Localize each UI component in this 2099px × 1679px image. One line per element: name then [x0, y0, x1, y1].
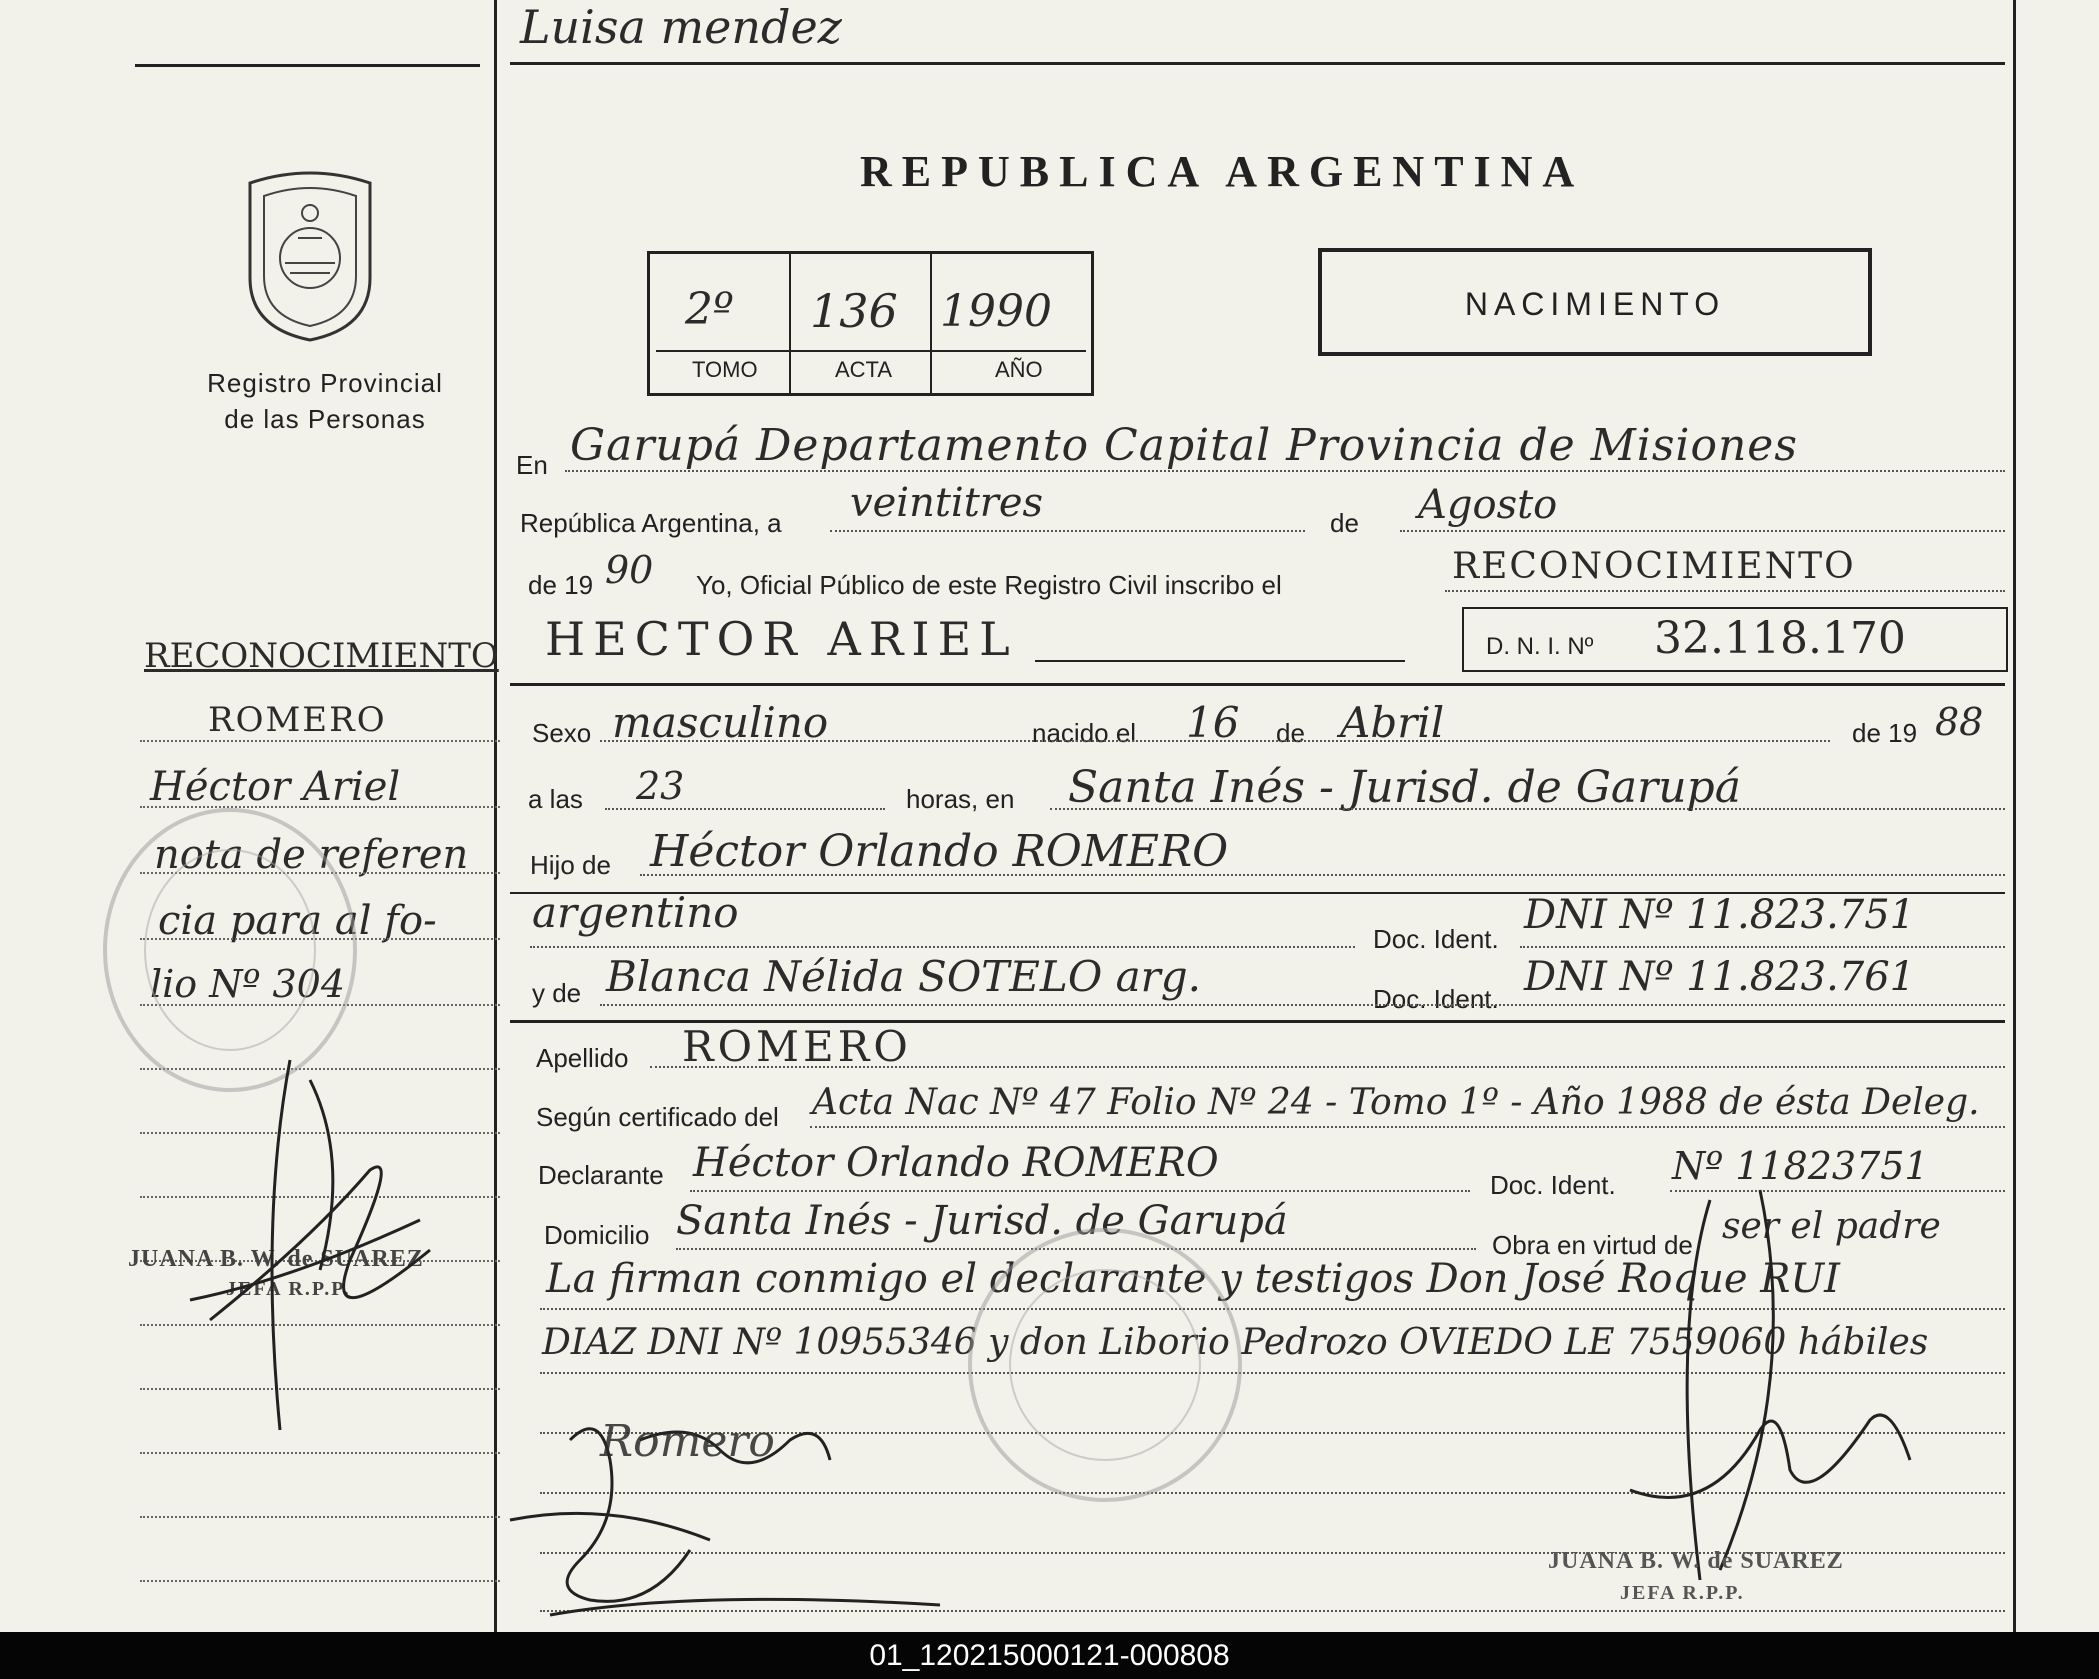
- madre-doc: DNI Nº 11.823.761: [1524, 954, 1916, 1000]
- madre-value: Blanca Nélida SOTELO arg.: [606, 952, 1201, 1001]
- frame-right: [2013, 0, 2016, 1632]
- hijo-label: Hijo de: [530, 850, 611, 880]
- lugar-value: Santa Inés - Jurisd. de Garupá: [1068, 762, 1741, 813]
- declarante-signature-text: Romero: [600, 1416, 775, 1467]
- declarante-doc-label: Doc. Ident.: [1490, 1170, 1616, 1200]
- dia-value: veintitres: [850, 480, 1044, 526]
- top-rule-left: [135, 64, 480, 67]
- tomo-value: 2º: [685, 284, 734, 335]
- declarante-label: Declarante: [538, 1160, 664, 1190]
- round-stamp-center-icon: [960, 1220, 1250, 1510]
- sexo-label: Sexo: [532, 718, 592, 748]
- declarante-doc: Nº 11823751: [1672, 1144, 1929, 1188]
- nacido-mes: Abril: [1340, 698, 1445, 747]
- padre-value: Héctor Orlando ROMERO: [650, 826, 1229, 877]
- alas-label: a las: [528, 784, 583, 814]
- official-signature-icon: [1610, 1180, 1930, 1600]
- domicilio-label: Domicilio: [544, 1220, 650, 1250]
- republica-label: República Argentina, a: [520, 508, 782, 538]
- nacido-label: nacido el: [1032, 718, 1137, 748]
- ano-value: 1990: [940, 286, 1052, 337]
- margin-line-6: lio Nº 304: [150, 962, 345, 1006]
- de19-label: de 19: [528, 570, 594, 600]
- nacido-dia: 16: [1186, 698, 1240, 747]
- padre-nacionalidad: argentino: [532, 888, 739, 937]
- tomo-label: TOMO: [692, 357, 758, 382]
- dni-box: [1462, 607, 2008, 672]
- acta-label: ACTA: [835, 357, 893, 382]
- official-stamp-name: JUANA B. W. de SUAREZ: [1548, 1548, 1844, 1574]
- obra-value: ser el padre: [1722, 1206, 1941, 1247]
- dni-value: 32.118.170: [1654, 613, 1906, 664]
- margin-line-2: ROMERO: [208, 700, 387, 740]
- obra-label: Obra en virtud de: [1492, 1230, 1693, 1260]
- year-value: 90: [605, 548, 654, 592]
- official-stamp-role: JEFA R.P.P.: [1620, 1582, 1745, 1604]
- top-rule-right: [510, 62, 2005, 65]
- padre-doc: DNI Nº 11.823.751: [1524, 892, 1916, 938]
- oficial-label: Yo, Oficial Público de este Registro Civil inscribo el: [696, 570, 1282, 600]
- margin-line-5: cia para al fo-: [158, 898, 437, 944]
- declarante-value: Héctor Orlando ROMERO: [693, 1140, 1219, 1186]
- type-label: NACIMIENTO: [1464, 286, 1726, 322]
- en-value: Garupá Departamento Capital Provincia de Misiones: [570, 420, 1798, 471]
- mes-value: Agosto: [1418, 482, 1558, 528]
- nacido-de19-label: de 19: [1852, 718, 1918, 748]
- top-handwritten-name: Luisa mendez: [520, 0, 842, 54]
- alas-value: 23: [636, 764, 685, 808]
- image-id-footer: 01_120215000121-000808: [0, 1632, 2099, 1679]
- yde-label: y de: [532, 978, 582, 1008]
- nombre-value: HECTOR ARIEL: [545, 612, 1018, 666]
- margin-line-3: Héctor Ariel: [150, 764, 401, 810]
- apellido-value: ROMERO: [682, 1022, 912, 1071]
- inscribo-value: RECONOCIMIENTO: [1452, 546, 1856, 587]
- nacido-de-label: de: [1276, 718, 1305, 748]
- registry-line-2: de las Personas: [224, 404, 426, 434]
- registry-name: [160, 365, 490, 437]
- acta-value: 136: [810, 284, 898, 338]
- segun-label: Según certificado del: [536, 1102, 779, 1132]
- type-box: [1318, 248, 1872, 356]
- margin-stamp-role: JEFA R.P.P.: [226, 1278, 351, 1300]
- registry-line-1: Registro Provincial: [207, 368, 443, 398]
- domicilio-value: Santa Inés - Jurisd. de Garupá: [676, 1198, 1288, 1244]
- en-label: En: [516, 450, 548, 480]
- de-label: de: [1330, 508, 1359, 538]
- horas-label: horas, en: [906, 784, 1015, 814]
- madre-doc-label: Doc. Ident.: [1373, 984, 1499, 1014]
- margin-line-4: nota de referen: [154, 832, 469, 878]
- testigos-line-2: DIAZ DNI Nº 10955346 y don Liborio Pedrozo OVIEDO LE 7559060 hábiles: [542, 1322, 1929, 1363]
- margin-signature-icon: [170, 1040, 470, 1440]
- padre-doc-label: Doc. Ident.: [1373, 924, 1499, 954]
- apellido-label: Apellido: [536, 1043, 629, 1073]
- country-title: REPUBLICA ARGENTINA: [860, 147, 1585, 196]
- misiones-seal-icon: [240, 168, 380, 343]
- margin-stamp-name: JUANA B. W. de SUAREZ: [128, 1246, 424, 1272]
- testigos-line-1: La firman conmigo el declarante y testigos Don José Roque RUI: [546, 1256, 1840, 1302]
- segun-value: Acta Nac Nº 47 Folio Nº 24 - Tomo 1º - Año 1988 de ésta Deleg.: [812, 1082, 1980, 1123]
- record-box: [647, 251, 1094, 396]
- dni-label: D. N. I. Nº: [1486, 633, 1594, 660]
- ano-label: AÑO: [995, 357, 1043, 382]
- sexo-value: masculino: [612, 698, 829, 747]
- nacido-year: 88: [1935, 700, 1984, 744]
- margin-line-1: RECONOCIMIENTO: [144, 636, 499, 676]
